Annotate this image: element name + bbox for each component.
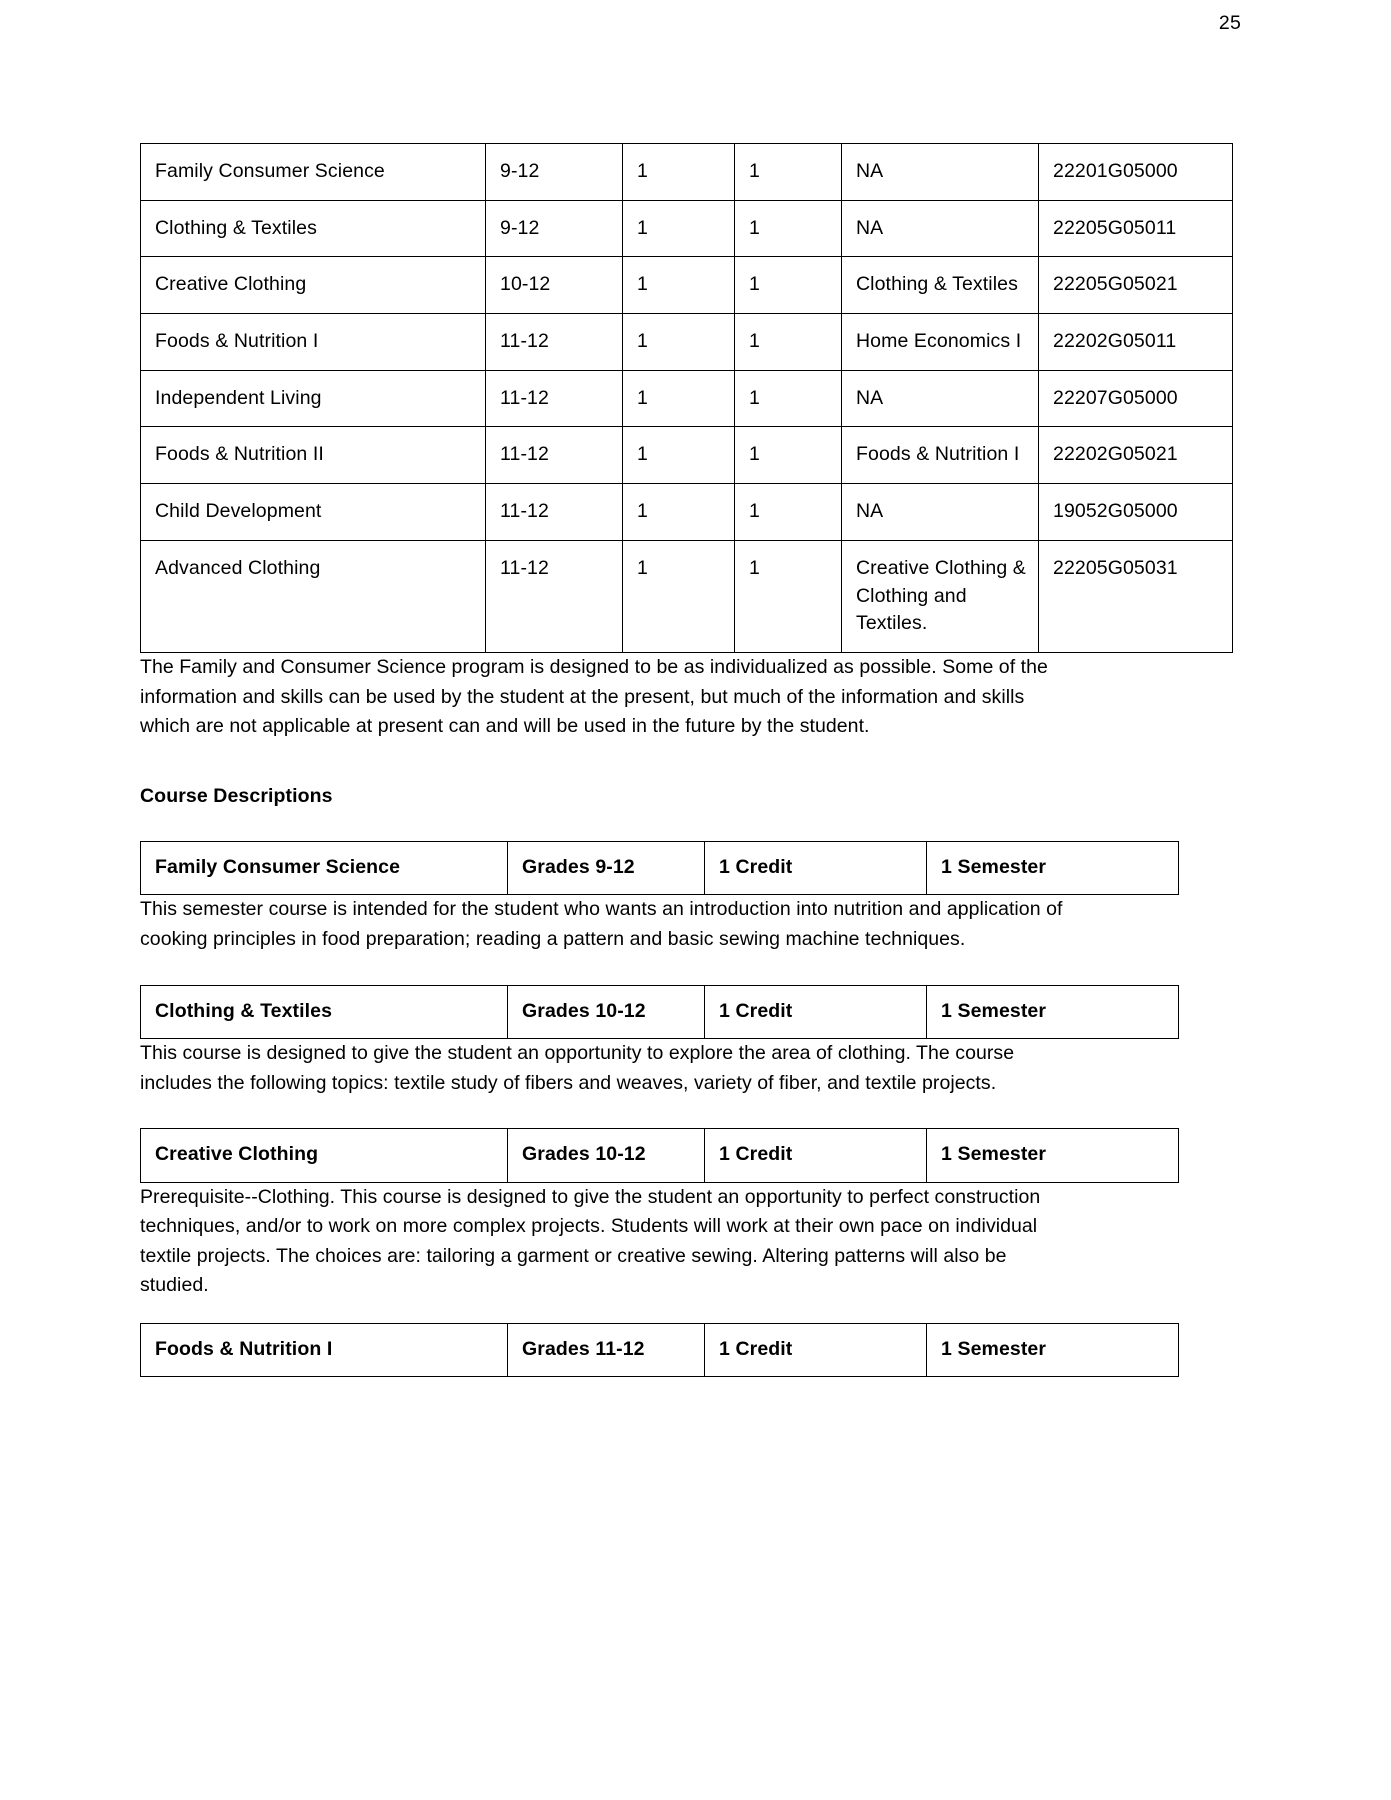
cell-semester: 1 [735,484,842,541]
course-grades: Grades 11-12 [508,1324,705,1377]
course-header-row [141,1324,1179,1377]
cell-prerequisite: Foods & Nutrition I [842,427,1039,484]
cell-semester: 1 [735,314,842,371]
cell-credit: 1 [623,144,735,201]
course-title: Foods & Nutrition I [141,1324,508,1377]
course-semester: 1 Semester [927,842,1179,895]
program-intro-paragraph: The Family and Consumer Science program is designed to be as individualized as possible. Some of the information and skills can be used by the student at the present, but much of the information and skills which are not applicable at present can and will be used in the future by the student. [140,655,1048,738]
cell-credit: 1 [623,200,735,257]
cell-semester: 1 [735,427,842,484]
course-grades: Grades 10-12 [508,985,705,1038]
table-row [141,200,1233,257]
cell-course-code: 22202G05021 [1039,427,1233,484]
course-title: Family Consumer Science [141,842,508,895]
cell-prerequisite: Clothing & Textiles [842,257,1039,314]
cell-prerequisite: NA [842,144,1039,201]
cell-course-code: 19052G05000 [1039,484,1233,541]
cell-grades: 11-12 [486,427,623,484]
course-credit: 1 Credit [705,1129,927,1182]
cell-prerequisite: NA [842,484,1039,541]
course-header-row [141,985,1179,1038]
course-credit: 1 Credit [705,1324,927,1377]
cell-course-code: 22205G05021 [1039,257,1233,314]
table-row [141,144,1233,201]
cell-grades: 11-12 [486,314,623,371]
course-descriptions-heading: Course Descriptions [140,784,333,807]
cell-credit: 1 [623,314,735,371]
cell-semester: 1 [735,144,842,201]
cell-credit: 1 [623,257,735,314]
course-header-box [140,1323,1179,1377]
cell-course-name: Advanced Clothing [141,540,486,652]
cell-grades: 9-12 [486,144,623,201]
table-row [141,257,1233,314]
cell-course-code: 22201G05000 [1039,144,1233,201]
cell-course-name: Foods & Nutrition I [141,314,486,371]
page-content [140,143,1178,1377]
cell-course-name: Foods & Nutrition II [141,427,486,484]
spacer [140,811,1070,841]
course-semester: 1 Semester [927,1129,1179,1182]
table-row [141,314,1233,371]
cell-semester: 1 [735,370,842,427]
cell-credit: 1 [623,370,735,427]
cell-semester: 1 [735,200,842,257]
cell-grades: 10-12 [486,257,623,314]
cell-course-name: Creative Clothing [141,257,486,314]
cell-course-code: 22205G05031 [1039,540,1233,652]
cell-course-name: Clothing & Textiles [141,200,486,257]
cell-credit: 1 [623,540,735,652]
cell-course-name: Independent Living [141,370,486,427]
cell-credit: 1 [623,484,735,541]
spacer [140,1098,1070,1128]
table-row [141,540,1233,652]
cell-course-name: Child Development [141,484,486,541]
cell-course-code: 22202G05011 [1039,314,1233,371]
table-row [141,427,1233,484]
course-grades: Grades 9-12 [508,842,705,895]
spacer [140,955,1070,985]
course-semester: 1 Semester [927,985,1179,1038]
cell-semester: 1 [735,257,842,314]
page-number: 25 [1218,12,1241,34]
cell-grades: 9-12 [486,200,623,257]
table-row [141,484,1233,541]
cell-prerequisite: Creative Clothing & Clothing and Textiles. [842,540,1039,652]
cell-grades: 11-12 [486,370,623,427]
course-credit: 1 Credit [705,842,927,895]
cell-prerequisite: NA [842,370,1039,427]
spacer [140,742,1070,782]
course-title: Clothing & Textiles [141,985,508,1038]
course-grades: Grades 10-12 [508,1129,705,1182]
table-row [141,370,1233,427]
course-description-text: This course is designed to give the student an opportunity to explore the area of clothing. The course includes the following topics: textile study of fibers and weaves, variety of fiber, and textile projects. [140,1041,1015,1094]
cell-credit: 1 [623,427,735,484]
course-description-text: This semester course is intended for the student who wants an introduction into nutrition and application of cooking principles in food preparation; reading a pattern and basic sewing machine techniques. [140,898,1063,950]
cell-course-code: 22205G05011 [1039,200,1233,257]
course-credit: 1 Credit [705,985,927,1038]
spacer [140,1301,1070,1323]
course-header-box [140,841,1179,895]
course-header-box [140,985,1179,1039]
cell-course-code: 22207G05000 [1039,370,1233,427]
cell-prerequisite: NA [842,200,1039,257]
cell-grades: 11-12 [486,540,623,652]
course-header-row [141,842,1179,895]
course-description-text: Prerequisite--Clothing. This course is designed to give the student an opportunity to perfect construction techniques, and/or to work on more complex projects. Students will work at their own pace on individual textile projects. The choices are: tailoring a garment or creative sewing. Altering patterns will also be studied. [140,1185,1041,1297]
cell-course-name: Family Consumer Science [141,144,486,201]
cell-semester: 1 [735,540,842,652]
course-title: Creative Clothing [141,1129,508,1182]
course-header-row [141,1129,1179,1182]
cell-prerequisite: Home Economics I [842,314,1039,371]
course-header-box [140,1128,1179,1182]
program-course-table [140,143,1233,653]
cell-grades: 11-12 [486,484,623,541]
course-semester: 1 Semester [927,1324,1179,1377]
